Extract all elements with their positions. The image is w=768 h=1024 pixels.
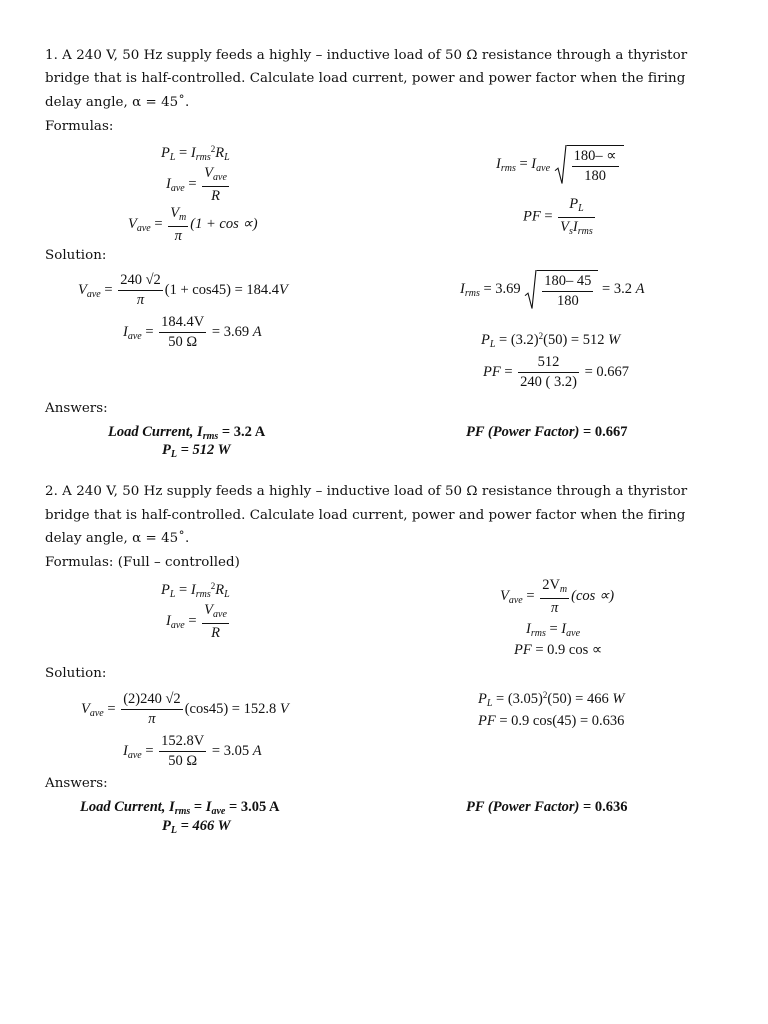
problem1-formula-average-voltage: $V_{ave}$ = $\frac{V_m}{\pi}$ (1 + cos ∝): [128, 205, 258, 244]
fraction: $\frac{P_L}{V_sI_{rms}}$: [560, 196, 593, 237]
problem1-answer-power-factor: PF (Power Factor) = 0.667: [466, 424, 628, 440]
fraction: $\frac{V_{ave}}{R}$: [204, 165, 227, 204]
problem2-statement-line3: delay angle, α = 45˚.: [45, 531, 190, 546]
problem1-solution-average-current: $I_{ave}$ = $\frac{184.4V}{50 \Omega}$ = 3.69 A: [123, 314, 262, 351]
problem1-answer-load-current: Load Current, $I_{rms} = 3.2$ A: [108, 424, 266, 442]
problem2-answers-label: Answers:: [45, 776, 108, 791]
problem2-formula-average-voltage: $V_{ave}$ = $\frac{2V_m}{\pi}$ (cos ∝): [500, 577, 615, 616]
problem2-formula-power-factor: PF = 0.9 cos ∝: [514, 642, 603, 658]
fraction: $\frac{512}{240 ( 3.2)}$: [520, 354, 577, 391]
problem1-solution-rms-current: $I_{rms} = 3.69$ $\frac{180- 45}{180}$ = 3.2 A: [460, 270, 644, 309]
problem1-formulas-label: Formulas:: [45, 119, 114, 134]
problem2-solution-label: Solution:: [45, 666, 107, 681]
square-root: $\frac{180- \propto}{180}$: [554, 145, 624, 184]
problem2-solution-average-current: $I_{ave}$ = $\frac{152.8V}{50 \Omega}$ = 3.05 A: [123, 733, 262, 770]
problem2-statement-line1: 2. A 240 V, 50 Hz supply feeds a highly – inductive load of 50 Ω resistance through a thyristor: [45, 484, 688, 499]
problem2-solution-power-factor: PF = 0.9 cos(45) = 0.636: [478, 713, 625, 729]
problem1-formula-power-factor: PF = $\frac{P_L}{V_sI_{rms}}$: [523, 196, 593, 237]
problem1-formula-average-current: $I_{ave}$ = $\frac{V_{ave}}{R}$: [166, 165, 227, 204]
problem1-answers-label: Answers:: [45, 401, 108, 416]
problem2-statement-line2: bridge that is half-controlled. Calculate load current, power and power factor when the firing: [45, 508, 686, 523]
problem2-formula-power: $P_L = I_{rms}^2R_L$: [161, 581, 230, 600]
problem1-statement-line1: 1. A 240 V, 50 Hz supply feeds a highly – inductive load of 50 Ω resistance through a thyristor: [45, 48, 688, 63]
fraction: $\frac{V_{ave}}{R}$: [204, 602, 227, 641]
problem1-solution-power-factor: PF = $\frac{512}{240 ( 3.2)}$ = 0.667: [483, 354, 630, 391]
problem2-answer-power-factor: PF (Power Factor) = 0.636: [466, 799, 628, 815]
problem2-answer-load-current: Load Current, $I_{rms} = I_{ave} = 3.05$ A: [80, 799, 280, 817]
problem1-statement-line2: bridge that is half-controlled. Calculate load current, power and power factor when the firing: [45, 71, 686, 86]
problem1-solution-average-voltage: $V_{ave}$ = $\frac{240 √2}{\pi}$ (1 + cos45) = 184.4V: [78, 272, 288, 309]
problem1-statement-line3: delay angle, α = 45˚.: [45, 95, 190, 110]
problem1-formula-power: $P_L = I_{rms}^2R_L$: [161, 144, 230, 163]
fraction: $\frac{V_m}{\pi}$: [170, 205, 187, 244]
square-root: $\frac{180- 45}{180}$: [524, 270, 598, 309]
problem2-formulas-label: Formulas: (Full – controlled): [45, 555, 240, 570]
fraction: $\frac{240 √2}{\pi}$: [120, 272, 161, 309]
fraction: $\frac{184.4V}{50 \Omega}$: [161, 314, 205, 351]
fraction: $\frac{2V_m}{\pi}$: [542, 577, 568, 616]
fraction: $\frac{152.8V}{50 \Omega}$: [161, 733, 205, 770]
fraction: $\frac{(2)240 √2}{\pi}$: [123, 691, 181, 728]
problem2-formula-average-current: $I_{ave}$ = $\frac{V_{ave}}{R}$: [166, 602, 227, 641]
problem2-solution-average-voltage: $V_{ave}$ = $\frac{(2)240 √2}{\pi}$ (cos45) = 152.8 V: [81, 691, 289, 728]
problem1-formula-rms-current: $I_{rms} = I_{ave}$ $\frac{180- \propto}{180}$: [496, 145, 624, 184]
problem2-solution-power: $P_L = (3.05)^2(50) = 466$ W: [478, 690, 625, 709]
problem1-answer-power: $P_L = 512$ W: [162, 442, 231, 460]
problem1-solution-power: $P_L = (3.2)^2(50) = 512$ W: [481, 331, 621, 350]
problem2-answer-power: $P_L = 466$ W: [162, 818, 231, 836]
problem1-solution-label: Solution:: [45, 248, 107, 263]
problem2-formula-rms-current: $I_{rms} = I_{ave}$: [526, 621, 581, 639]
